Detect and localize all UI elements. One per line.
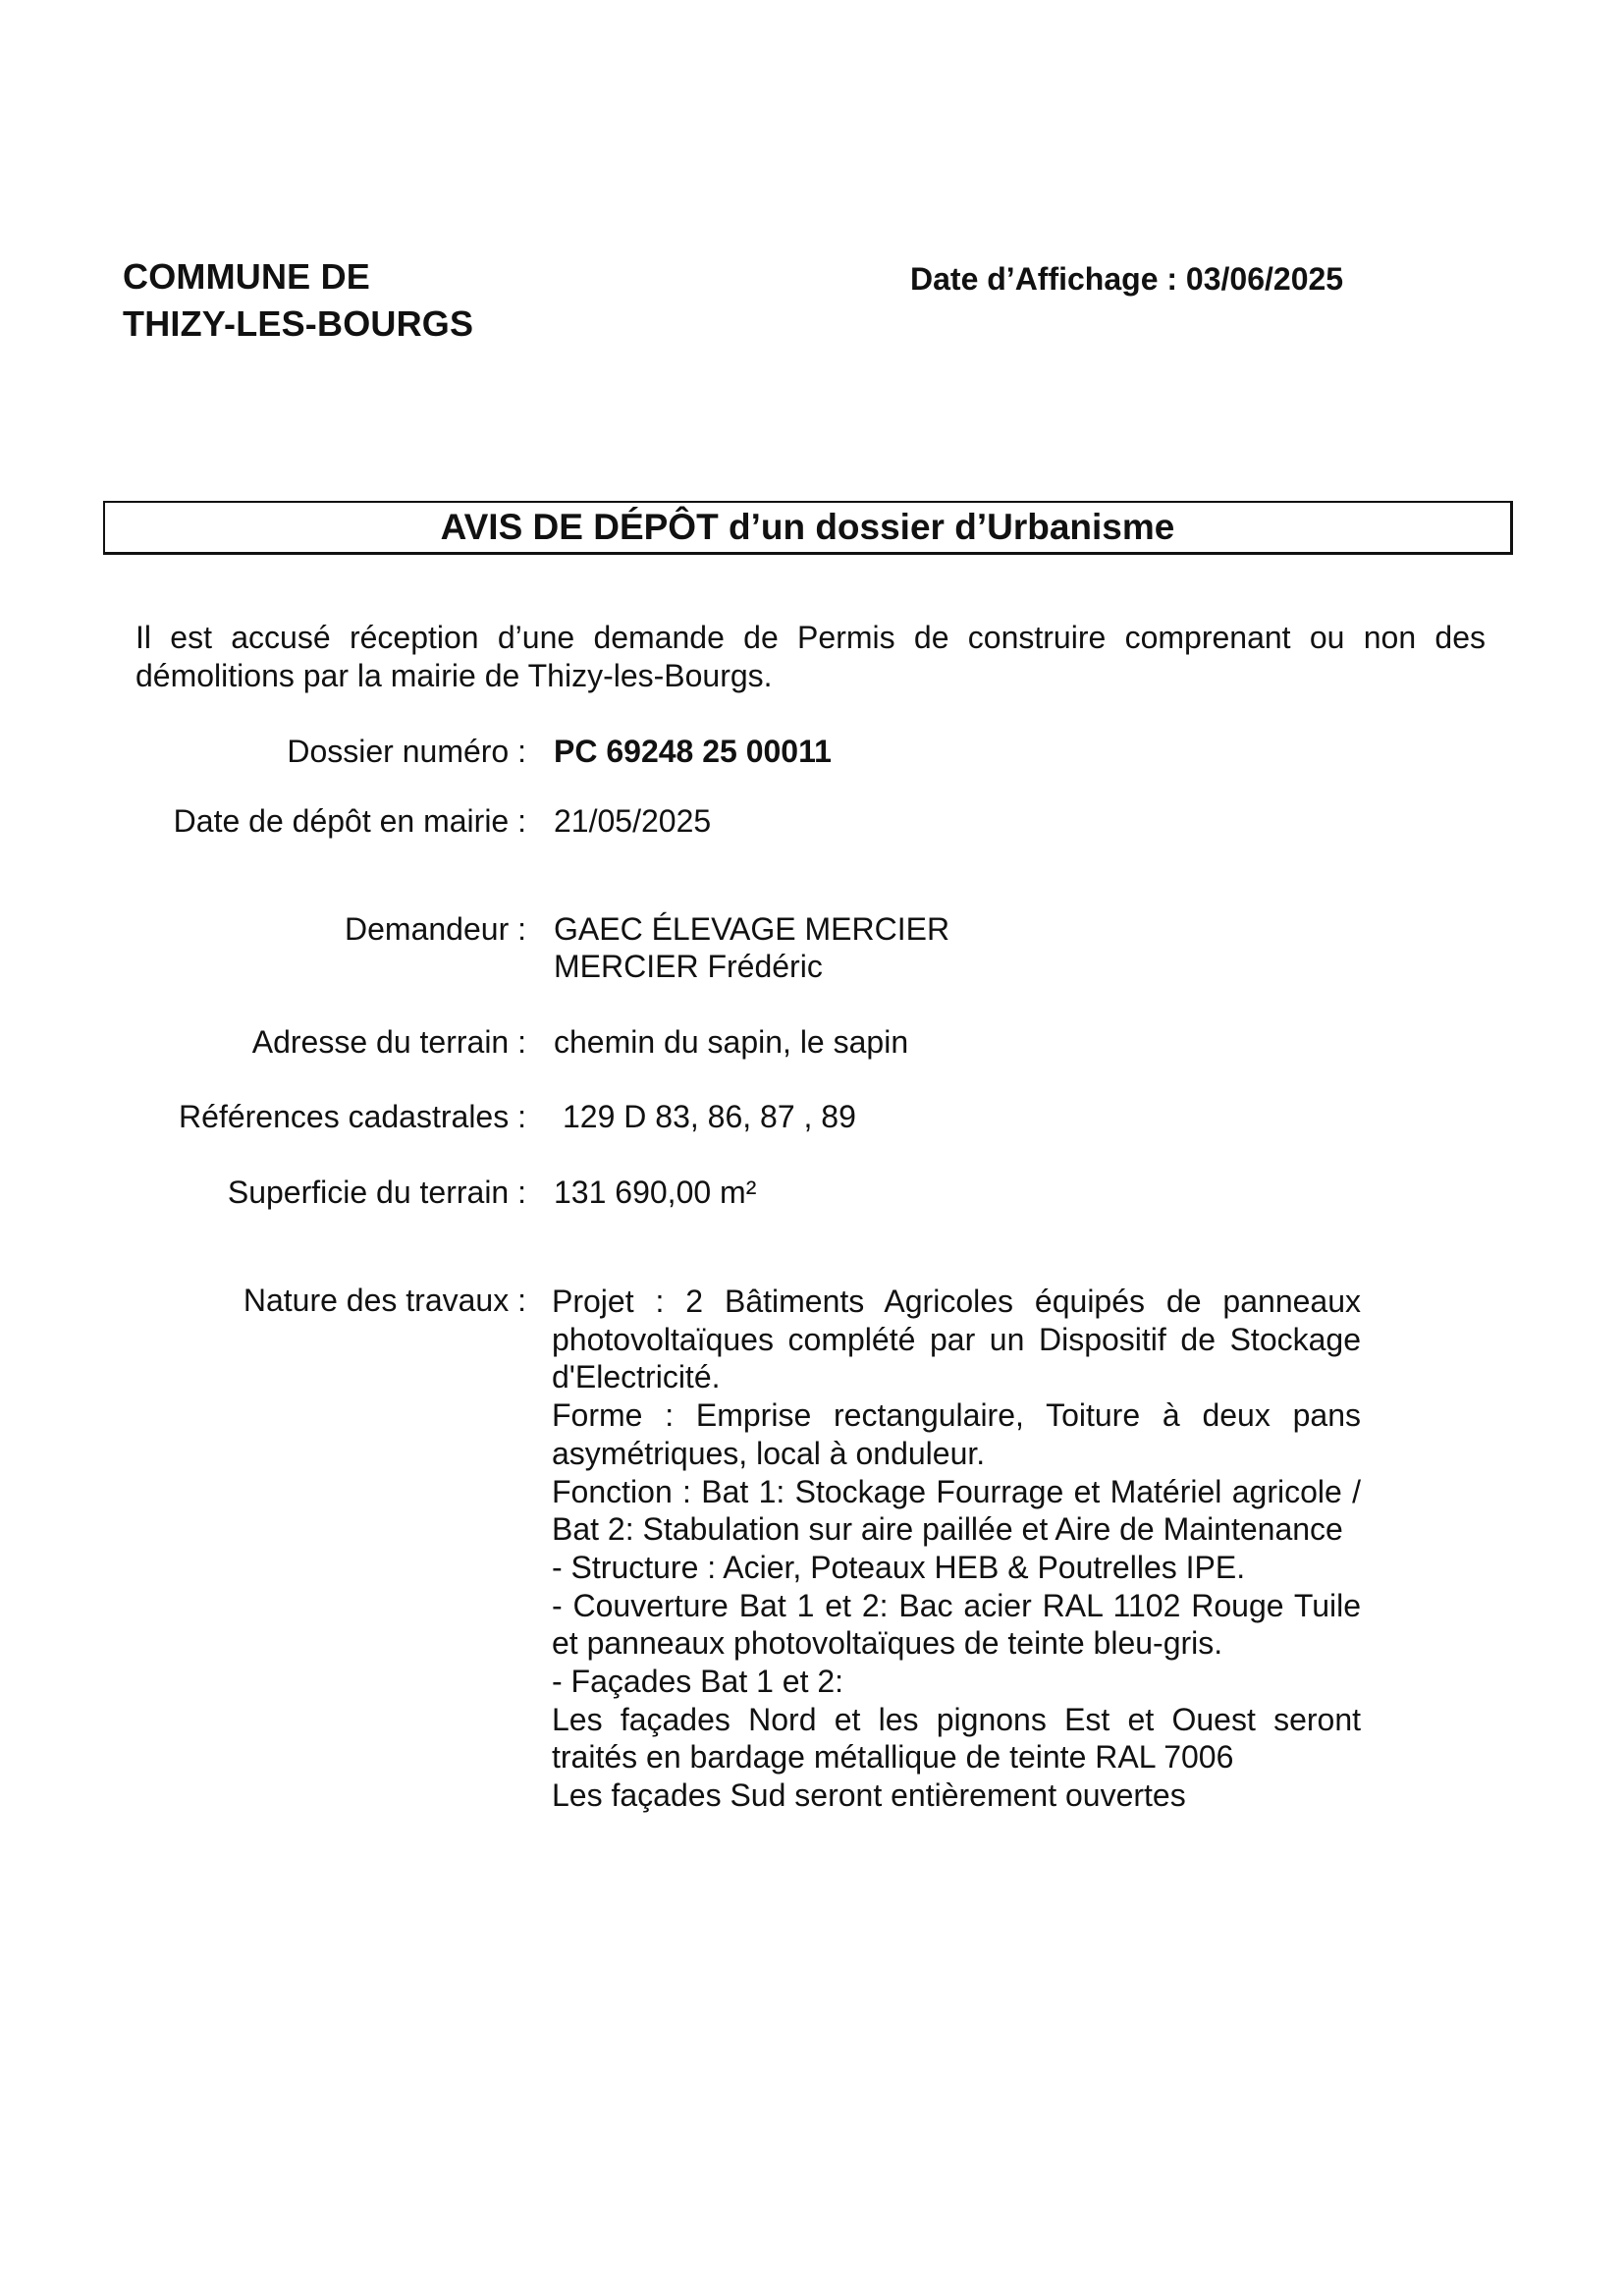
nature-line: Fonction : Bat 1: Stockage Fourrage et Matériel agricole / Bat 2: Stabulation sur aire paillée et Aire de Maintenance xyxy=(552,1473,1361,1548)
nature-line: Forme : Emprise rectangulaire, Toiture à deux pans asymétriques, local à onduleur. xyxy=(552,1397,1361,1471)
nature-travaux xyxy=(552,1283,1361,1815)
nature-line: - Façades Bat 1 et 2: xyxy=(552,1664,844,1700)
commune-line-1: COMMUNE DE xyxy=(123,256,370,297)
page-title: AVIS DE DÉPÔT d’un dossier d’Urbanisme xyxy=(103,501,1513,555)
demandeur-label: Demandeur : xyxy=(345,911,526,947)
date-depot-value: 21/05/2025 xyxy=(554,803,712,839)
commune-line-2: THIZY-LES-BOURGS xyxy=(123,303,474,344)
nature-line: Les façades Nord et les pignons Est et Ouest seront traités en bardage métallique de teinte RAL 7006 xyxy=(552,1701,1361,1776)
nature-label: Nature des travaux : xyxy=(243,1283,526,1318)
date-depot-label: Date de dépôt en mairie : xyxy=(173,803,526,839)
demandeur-value-1: GAEC ÉLEVAGE MERCIER xyxy=(554,911,950,947)
dossier-value: PC 69248 25 00011 xyxy=(554,734,832,769)
adresse-label: Adresse du terrain : xyxy=(251,1024,526,1060)
nature-line: - Couverture Bat 1 et 2: Bac acier RAL 1102 Rouge Tuile et panneaux photovoltaïques de teinte bleu-gris. xyxy=(552,1587,1361,1662)
nature-line: - Structure : Acier, Poteaux HEB & Poutrelles IPE. xyxy=(552,1549,1246,1585)
references-value: 129 D 83, 86, 87 , 89 xyxy=(563,1099,856,1134)
references-label: Références cadastrales : xyxy=(179,1099,526,1134)
adresse-value: chemin du sapin, le sapin xyxy=(554,1024,909,1060)
nature-line: Projet : 2 Bâtiments Agricoles équipés de panneaux photovoltaïques complété par un Dispositif de Stockage d'Electricité. xyxy=(552,1284,1361,1395)
demandeur-value-2: MERCIER Frédéric xyxy=(554,949,823,984)
superficie-label: Superficie du terrain : xyxy=(227,1175,526,1210)
dossier-label: Dossier numéro : xyxy=(287,734,526,769)
nature-line: Les façades Sud seront entièrement ouvertes xyxy=(552,1777,1186,1814)
intro-paragraph: Il est accusé réception d’une demande de Permis de construire comprenant ou non des démolitions par la mairie de Thizy-les-Bourgs. xyxy=(135,620,1486,693)
commune-name xyxy=(123,253,473,348)
superficie-value: 131 690,00 m² xyxy=(554,1175,757,1210)
date-affichage: Date d’Affichage : 03/06/2025 xyxy=(910,261,1344,297)
